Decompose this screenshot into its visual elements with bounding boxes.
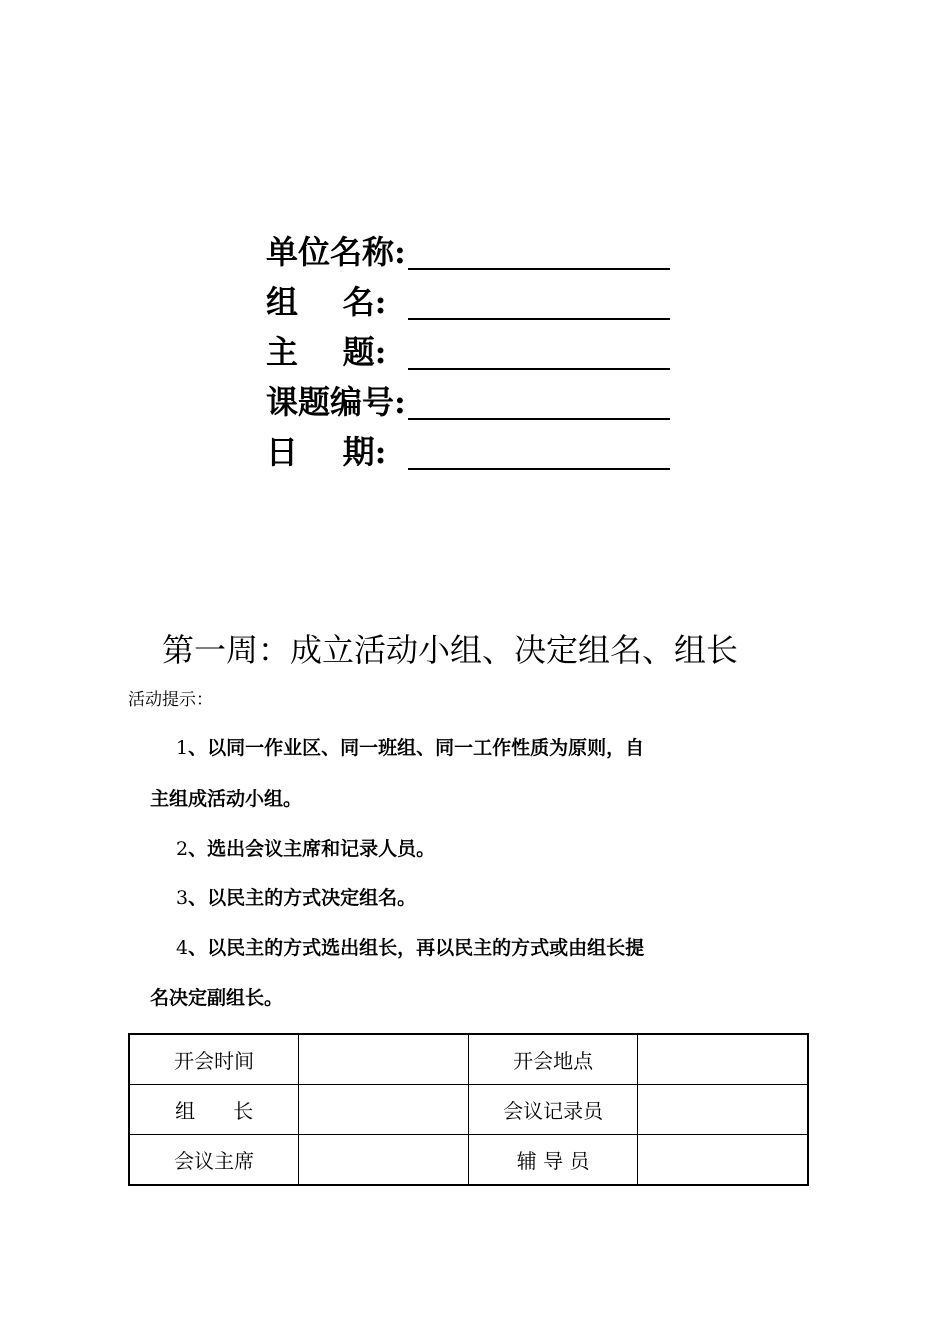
recorder-value[interactable]: [638, 1085, 808, 1135]
tip-2-text: 、选出会议主席和记录人员。: [188, 838, 436, 860]
chairman-label: 会议主席: [129, 1135, 299, 1186]
tip-4-number: 4: [176, 937, 189, 959]
table-row: [129, 1085, 808, 1135]
instructor-value[interactable]: [638, 1135, 808, 1186]
instructor-label: 辅 导 员: [468, 1135, 637, 1186]
cover-info-block: [266, 228, 686, 478]
tip-4-line-2: 名决定副组长。: [150, 987, 284, 1009]
week-title: 第一周：成立活动小组、决定组名、组长: [162, 631, 739, 669]
project-number-label: 课题编号:: [266, 383, 406, 421]
cover-field-date: [266, 428, 686, 478]
tip-1-text: 、以同一作业区、同一班组、同一工作性质为原则，自: [188, 737, 645, 759]
group-leader-value[interactable]: [299, 1085, 469, 1135]
meeting-place-label: 开会地点: [468, 1034, 637, 1085]
cover-field-project-number: [266, 378, 686, 428]
tips-label: 活动提示：: [128, 690, 213, 710]
table-row: [129, 1034, 808, 1085]
group-name-blank-line: [408, 318, 670, 320]
tip-3: [176, 884, 416, 912]
meeting-place-value[interactable]: [638, 1034, 808, 1085]
unit-name-blank-line: [408, 268, 670, 270]
project-number-blank-line: [408, 418, 670, 420]
tip-2: [176, 835, 435, 863]
topic-blank-line: [408, 368, 670, 370]
date-label: 日 期:: [266, 433, 387, 471]
group-name-label: 组 名:: [266, 283, 387, 321]
cover-field-unit-name: [266, 228, 686, 278]
tip-3-text: 、以民主的方式决定组名。: [188, 887, 417, 909]
cover-field-group-name: [266, 278, 686, 328]
tip-1-number: 1: [176, 737, 189, 759]
tip-3-number: 3: [176, 887, 189, 909]
recorder-label: 会议记录员: [468, 1085, 637, 1135]
table-row: [129, 1135, 808, 1186]
group-leader-label: 组 长: [129, 1085, 299, 1135]
unit-name-label: 单位名称:: [266, 233, 406, 271]
cover-field-topic: [266, 328, 686, 378]
tip-1-line-1: [176, 734, 644, 762]
chairman-value[interactable]: [299, 1135, 469, 1186]
tip-4-text: 、以民主的方式选出组长，再以民主的方式或由组长提: [188, 937, 645, 959]
tip-4-line-1: [176, 934, 644, 962]
meeting-time-label: 开会时间: [129, 1034, 299, 1085]
tip-1-line-2: 主组成活动小组。: [150, 788, 303, 810]
meeting-time-value[interactable]: [299, 1034, 469, 1085]
tip-2-number: 2: [176, 838, 189, 860]
date-blank-line: [408, 468, 670, 470]
topic-label: 主 题:: [266, 333, 387, 371]
meeting-info-table: [128, 1033, 809, 1186]
